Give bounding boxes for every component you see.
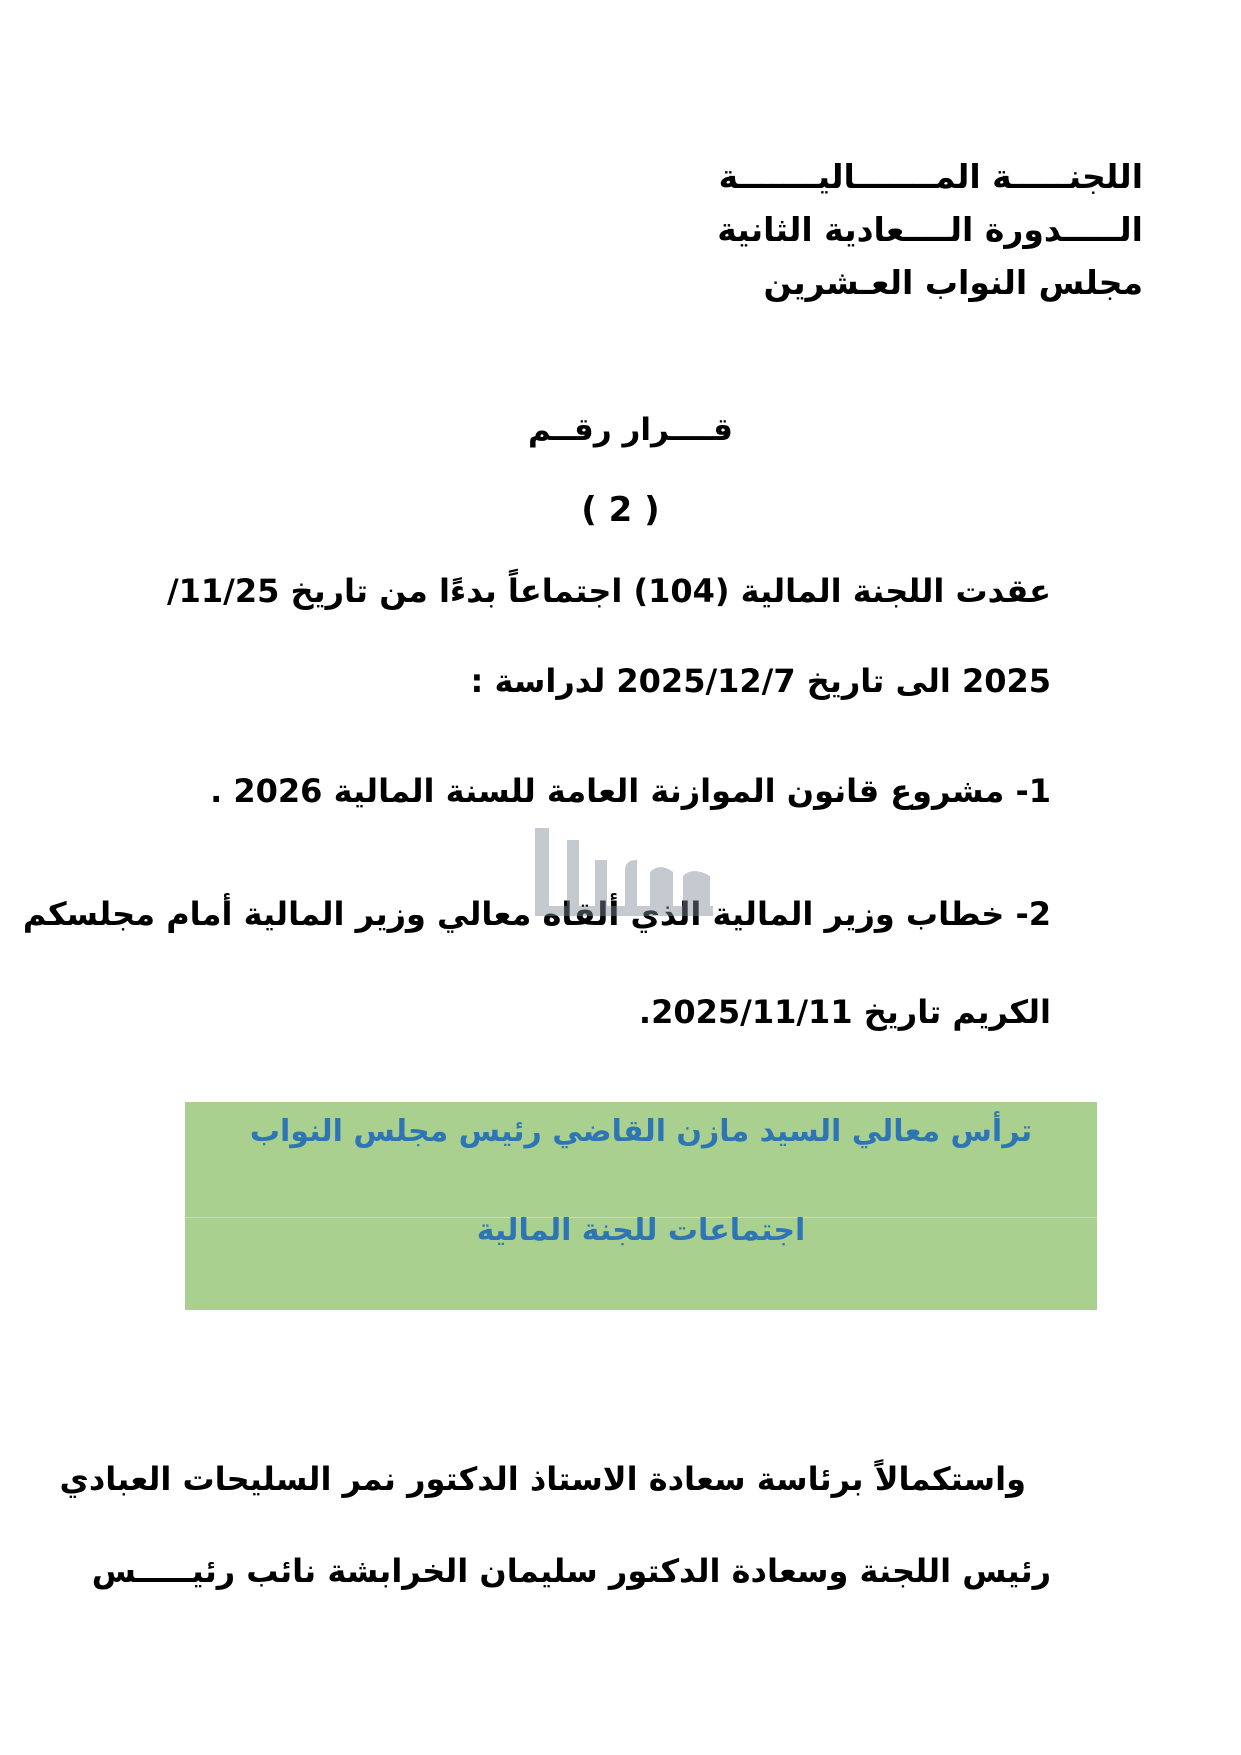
saraya-logo-watermark-icon bbox=[525, 820, 725, 940]
document-header bbox=[717, 150, 1143, 309]
list-item-budget-law: 1- مشروع قانون الموازنة العامة للسنة المالية 2026 . bbox=[210, 772, 1051, 810]
paragraph-deputy: رئيس اللجنة وسعادة الدكتور سليمان الخرابشة نائب رئيـــــس bbox=[91, 1552, 1051, 1590]
paragraph-dates: 2025 الى تاريخ 2025/12/7 لدراسة : bbox=[470, 662, 1051, 700]
council-name: مجلس النواب العـشرين bbox=[763, 263, 1143, 302]
decision-title-text: قــــرار رقــم bbox=[528, 412, 733, 448]
committee-name: اللجنـــــة المـــــــاليـــــــة bbox=[718, 157, 1143, 196]
paragraph-continuation: واستكمالاً برئاسة سعادة الاستاذ الدكتور نمر السليحات العبادي bbox=[59, 1460, 1026, 1498]
list-item-minister-speech: 2- خطاب وزير المالية الذي ألقاه معالي وزير المالية أمام مجلسكم bbox=[22, 895, 1051, 933]
highlight-chair-line: ترأس معالي السيد مازن القاضي رئيس مجلس النواب bbox=[249, 1114, 1033, 1149]
paragraph-meetings: عقدت اللجنة المالية (104) اجتماعاً بدءًا من تاريخ 11/25/ bbox=[166, 572, 1051, 610]
session-name: الـــــدورة الــــعادية الثانية bbox=[717, 210, 1143, 249]
decision-title bbox=[0, 412, 1241, 448]
decision-number: ( 2 ) bbox=[581, 490, 660, 530]
highlight-box bbox=[185, 1102, 1097, 1310]
list-item-minister-speech-date: الكريم تاريخ 2025/11/11. bbox=[638, 993, 1051, 1031]
highlight-meetings-line: اجتماعات للجنة المالية bbox=[476, 1213, 806, 1248]
